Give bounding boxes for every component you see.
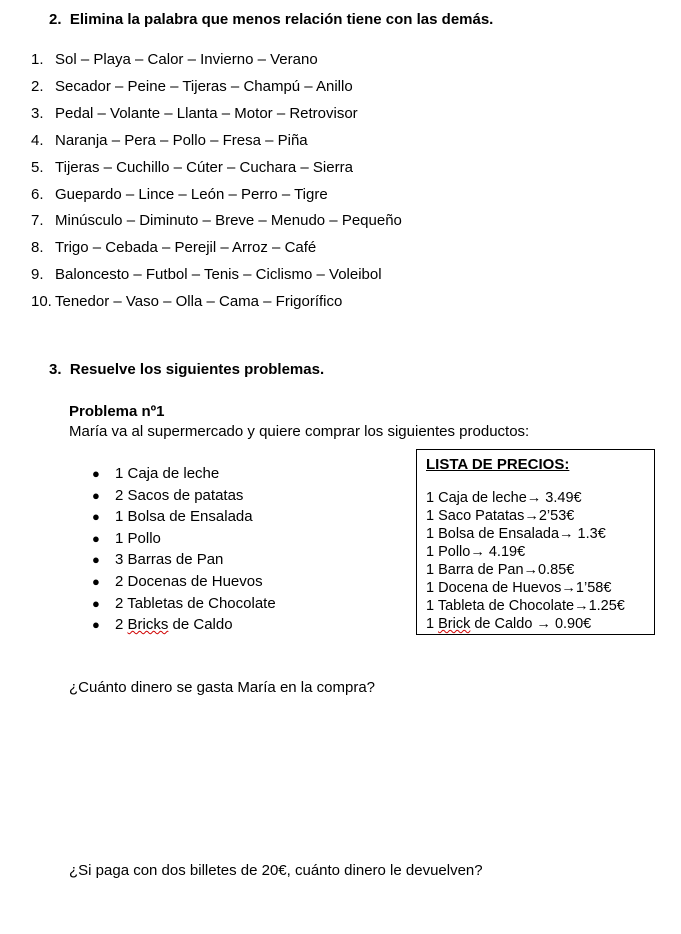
item-number: 3. (31, 104, 44, 122)
section-3-number: 3. (49, 361, 62, 378)
item-words: Pedal – Volante – Llanta – Motor – Retrovisor (55, 104, 358, 122)
price-list-item: 1 Docena de Huevos→1’58€ (426, 580, 612, 596)
price-list-items (426, 489, 654, 633)
price-list-box (416, 449, 655, 635)
shopping-list-item (92, 549, 276, 571)
shopping-list (92, 463, 276, 636)
item-number: 4. (31, 131, 44, 149)
item-number: 1. (31, 51, 44, 68)
section-3-heading (49, 361, 324, 378)
item-words: Tenedor – Vaso – Olla – Cama – Frigorífico (55, 293, 343, 311)
word-list-item (31, 132, 308, 149)
price-list-title: LISTA DE PRECIOS: (426, 456, 570, 473)
shopping-list-item (92, 528, 276, 550)
shopping-list-item (92, 485, 276, 507)
price-list-item: 1 Pollo→ 4.19€ (426, 544, 526, 560)
price-list-item: 1 Caja de leche→ 3.49€ (426, 490, 582, 506)
item-suffix: de Caldo (168, 616, 233, 634)
item-words: Sol – Playa – Calor – Invierno – Verano (55, 51, 318, 68)
word-list-item (31, 159, 353, 176)
item-number: 8. (31, 239, 44, 257)
word-list-item (31, 186, 328, 203)
section-2-number: 2. (49, 11, 62, 28)
item-words: Guepardo – Lince – León – Perro – Tigre (55, 185, 328, 203)
bullet-icon: ● (92, 530, 100, 546)
word-list-item (31, 51, 318, 68)
item-number: 7. (31, 212, 44, 230)
item-words: Naranja – Pera – Pollo – Fresa – Piña (55, 131, 308, 149)
item-number: 2. (31, 77, 44, 95)
section-3-title: Resuelve los siguientes problemas. (69, 361, 325, 378)
item-text: 1 Pollo (115, 529, 161, 547)
question-total-spent: ¿Cuánto dinero se gasta María en la compra? (69, 679, 375, 696)
shopping-list-item (92, 463, 276, 485)
word-list-item (31, 78, 353, 95)
bullet-icon: ● (92, 509, 100, 525)
word-list-item (31, 212, 402, 229)
item-number: 9. (31, 266, 44, 284)
problem-intro: María va al supermercado y quiere comprar los siguientes productos: (69, 423, 530, 440)
item-text: 2 Tabletas de Chocolate (115, 594, 276, 612)
word-list-item (31, 293, 342, 310)
item-text: 2 Docenas de Huevos (115, 572, 263, 590)
shopping-list-item (92, 614, 276, 636)
bullet-icon: ● (92, 617, 100, 633)
item-number: 10. (31, 293, 52, 311)
shopping-list-item (92, 506, 276, 528)
bullet-icon: ● (92, 573, 100, 589)
item-text: 2 Sacos de patatas (115, 486, 244, 504)
word-list-item (31, 239, 316, 256)
item-words: Secador – Peine – Tijeras – Champú – Anillo (55, 77, 353, 95)
item-text: 1 Caja de leche (115, 465, 220, 482)
item-text: 3 Barras de Pan (115, 551, 224, 569)
section-2-heading (49, 11, 493, 28)
shopping-list-item (92, 593, 276, 615)
item-text: 1 Bolsa de Ensalada (115, 508, 253, 526)
price-prefix: 1 (426, 616, 439, 632)
item-number: 6. (31, 185, 44, 203)
section-2-title: Elimina la palabra que menos relación tiene con las demás. (69, 11, 494, 28)
question-change-returned: ¿Si paga con dos billetes de 20€, cuánto dinero le devuelven? (69, 862, 483, 879)
price-list-item: 1 Tableta de Chocolate→1.25€ (426, 598, 625, 614)
item-words: Baloncesto – Futbol – Tenis – Ciclismo – Voleibol (55, 266, 382, 284)
word-list-item (31, 105, 358, 122)
price-list-item: 1 Bolsa de Ensalada→ 1.3€ (426, 526, 606, 542)
spellcheck-word: Bricks (127, 616, 169, 634)
price-suffix: de Caldo → 0.90€ (470, 616, 592, 632)
spellcheck-word: Brick (438, 616, 471, 632)
item-words: Minúsculo – Diminuto – Breve – Menudo – Pequeño (55, 212, 402, 230)
item-prefix: 2 (115, 616, 128, 634)
price-list-item: 1 Saco Patatas→2’53€ (426, 508, 575, 524)
word-list-item (31, 266, 382, 283)
item-number: 5. (31, 158, 44, 176)
item-words: Trigo – Cebada – Perejil – Arroz – Café (55, 239, 317, 257)
bullet-icon: ● (92, 552, 100, 568)
problem-title: Problema nº1 (69, 403, 165, 420)
price-list-item (426, 615, 654, 633)
bullet-icon: ● (92, 595, 100, 611)
bullet-icon: ● (92, 487, 100, 503)
shopping-list-item (92, 571, 276, 593)
price-list-item: 1 Barra de Pan→0.85€ (426, 562, 575, 578)
item-words: Tijeras – Cuchillo – Cúter – Cuchara – Sierra (55, 158, 353, 176)
bullet-icon: ● (92, 466, 100, 481)
